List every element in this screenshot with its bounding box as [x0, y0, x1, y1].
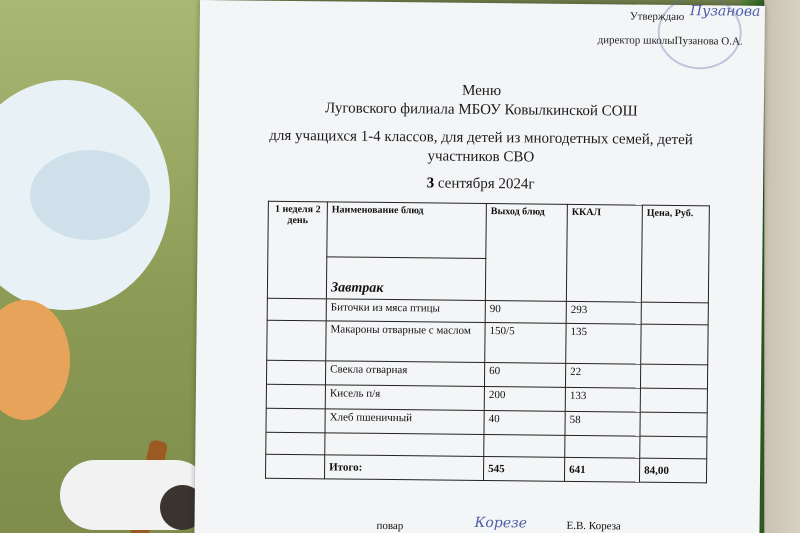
chef-face: [0, 300, 70, 420]
menu-date: [198, 173, 763, 196]
director-line: директор школыПузанова О.А.: [597, 34, 743, 48]
date-day: 3: [426, 175, 435, 192]
total-row: [265, 454, 706, 483]
kcal-cell: 58: [565, 411, 640, 436]
row-day-cell: [266, 384, 325, 409]
kcal-cell: 293: [566, 301, 641, 324]
output-cell: [484, 434, 565, 457]
audience-line-1: для учащихся 1-4 классов, для детей из многодетных семей, детей: [269, 127, 693, 149]
price-cell: [640, 364, 707, 389]
output-cell: 150/5: [485, 323, 566, 364]
dish-cell: Кисель п/я: [325, 385, 484, 411]
row-day-cell: [266, 408, 325, 433]
header-dish: Наименование блюд: [327, 202, 487, 259]
price-cell: [640, 412, 707, 437]
date-month-year: сентября 2024г: [434, 175, 535, 193]
output-cell: 90: [485, 301, 566, 324]
cook-role: повар: [376, 519, 404, 533]
cartoon-chef-poster: [0, 0, 215, 533]
kcal-cell: 133: [565, 387, 640, 412]
menu-table: [265, 201, 710, 484]
total-price: 84,00: [639, 458, 706, 483]
menu-sheet: [194, 0, 765, 533]
kcal-cell: 22: [565, 363, 640, 388]
cook-name: Е.В. Кореза: [566, 519, 621, 533]
approval-label: Утверждаю: [629, 10, 685, 24]
audience-line-2: участников СВО: [427, 148, 535, 166]
header-week-day: 1 неделя 2 день: [267, 201, 327, 299]
header-kcal: ККАЛ: [566, 204, 642, 302]
total-day-cell: [265, 454, 324, 479]
row-day-cell: [266, 432, 325, 455]
total-label: Итого:: [324, 455, 483, 481]
row-day-cell: [266, 360, 325, 385]
header-price: Цена, Руб.: [641, 205, 709, 303]
output-cell: 200: [484, 387, 565, 412]
row-day-cell: [267, 320, 326, 361]
price-cell: [640, 388, 707, 413]
output-cell: 60: [484, 363, 565, 388]
table-row: [267, 320, 708, 365]
output-cell: 40: [484, 410, 565, 435]
total-kcal: 641: [564, 457, 639, 482]
total-output: 545: [483, 456, 564, 481]
meal-label: Завтрак: [326, 257, 485, 301]
dish-cell: [325, 433, 484, 457]
director-signature: Пузанова: [689, 3, 761, 20]
dish-cell: Биточки из мяса птицы: [326, 299, 485, 323]
chef-hat-shade: [30, 150, 150, 240]
cook-signature: Корезе: [474, 514, 528, 532]
dish-cell: Хлеб пшеничный: [325, 409, 484, 435]
kcal-cell: [565, 435, 640, 458]
price-cell: [640, 436, 707, 459]
header-output: Выход блюд: [485, 204, 567, 302]
dish-cell: Свекла отварная: [325, 361, 484, 387]
price-cell: [641, 324, 708, 365]
dish-cell: Макароны отварные с маслом: [326, 321, 485, 363]
kcal-cell: 135: [566, 323, 641, 364]
price-cell: [641, 302, 708, 325]
menu-title: Меню: [461, 82, 502, 100]
school-name: Луговского филиала МБОУ Ковылкинской СОШ: [324, 100, 638, 120]
row-day-cell: [267, 298, 326, 321]
